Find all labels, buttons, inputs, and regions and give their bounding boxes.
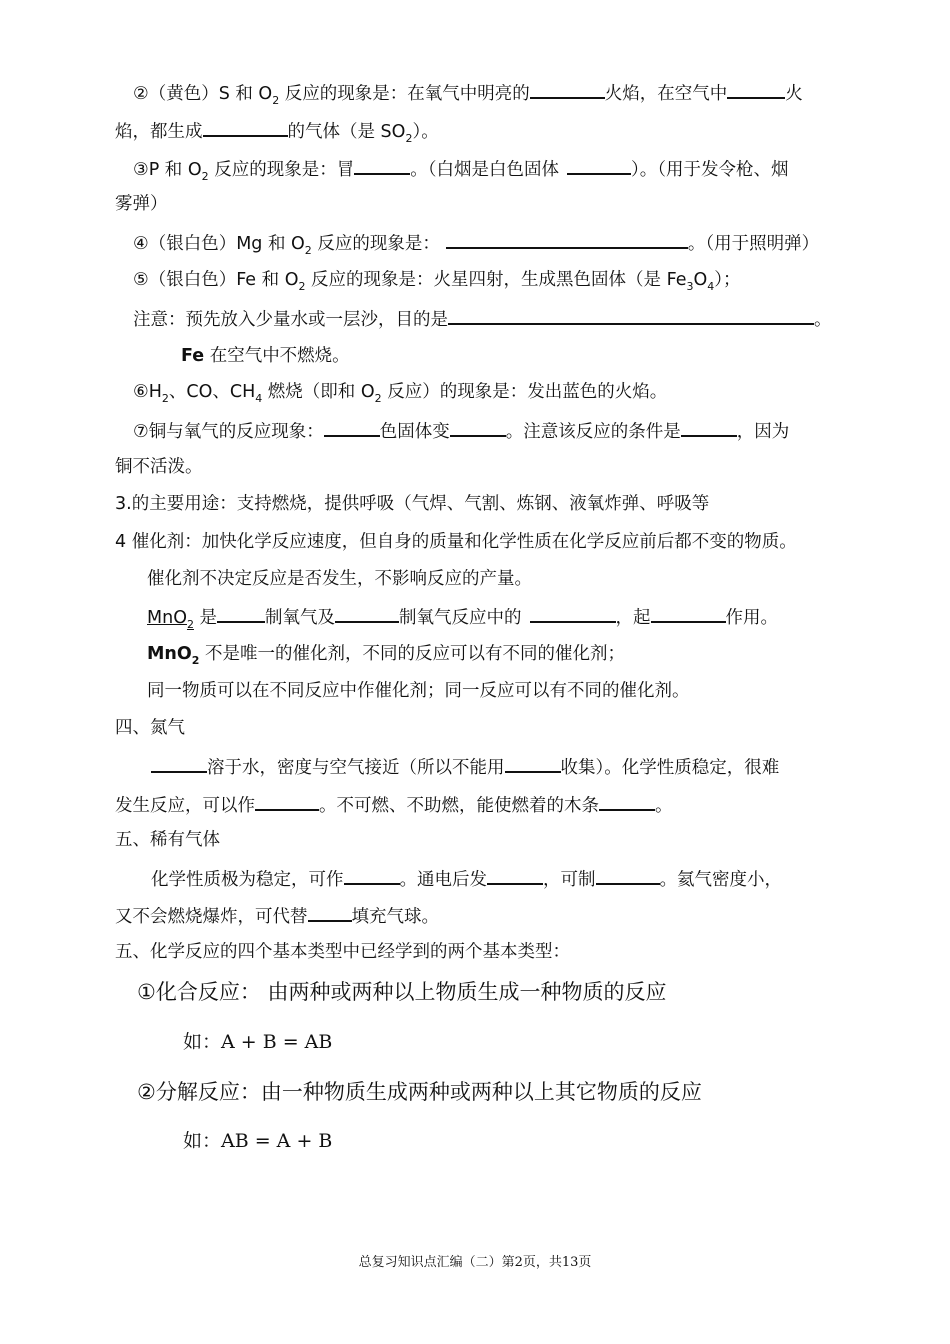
blank[interactable] bbox=[596, 866, 660, 885]
noble-gas-line-2: 又不会燃烧爆炸，可代替 填充气球。 bbox=[115, 903, 439, 929]
blank[interactable] bbox=[335, 604, 399, 623]
combination-reaction: ①化合反应： 由两种或两种以上物质生成一种物质的反应 bbox=[137, 980, 667, 1004]
decomposition-reaction: ②分解反应：由一种物质生成两种或两种以上其它物质的反应 bbox=[137, 1080, 702, 1104]
nitrogen-line-1: 溶于水，密度与空气接近（所以不能用 收集）。化学性质稳定，很难 bbox=[151, 754, 779, 780]
iron-air-note: Fe 在空气中不燃烧。 bbox=[181, 346, 350, 366]
noble-gas-heading: 五、稀有气体 bbox=[115, 830, 220, 850]
noble-gas-line-1: 化学性质极为稳定，可作 。通电后发 ，可制 。氦气密度小， bbox=[151, 866, 782, 892]
catalyst-line-2: 催化剂不决定反应是否发生，不影响反应的产量。 bbox=[147, 569, 532, 589]
catalyst-line-5: 同一物质可以在不同反应中作催化剂；同一反应可以有不同的催化剂。 bbox=[147, 681, 690, 701]
sulfur-line-1: ②（黄色）S 和 $O_2$ 反应的现象是：在氧气中明亮的 火焰，在空气中 火 bbox=[133, 80, 803, 106]
blank[interactable] bbox=[530, 80, 605, 99]
blank[interactable] bbox=[681, 418, 737, 437]
iron-note: 注意：预先放入少量水或一层沙，目的是 。 bbox=[133, 306, 832, 332]
blank[interactable] bbox=[530, 604, 616, 623]
sulfur-line-2: 焰，都生成 的气体（是 $SO_2$）。 bbox=[115, 118, 439, 144]
blank[interactable] bbox=[505, 754, 561, 773]
blank[interactable] bbox=[354, 156, 410, 175]
blank[interactable] bbox=[324, 418, 380, 437]
hydrogen-line: $⑥H_2$、CO、$CH_4$ 燃烧（即和 $O_2$ 反应）的现象是：发出蓝色的火焰。 bbox=[133, 382, 668, 405]
phosphorus-line-2: 雾弹） bbox=[115, 194, 168, 214]
page-footer: 总复习知识点汇编（二）第2页，共13页 bbox=[358, 1255, 592, 1270]
blank[interactable] bbox=[727, 80, 785, 99]
blank[interactable] bbox=[151, 754, 207, 773]
blank[interactable] bbox=[203, 118, 288, 137]
blank[interactable] bbox=[651, 604, 726, 623]
copper-line-2: 铜不活泼。 bbox=[115, 457, 203, 477]
blank[interactable] bbox=[217, 604, 265, 623]
blank[interactable] bbox=[487, 866, 543, 885]
oxygen-uses: 3.的主要用途：支持燃烧，提供呼吸（气焊、气割、炼钢、液氧炸弹、呼吸等 bbox=[115, 494, 710, 514]
reaction-types-heading: 五、化学反应的四个基本类型中已经学到的两个基本类型： bbox=[115, 942, 570, 962]
combination-example: 如：A + B = AB bbox=[183, 1031, 333, 1053]
blank[interactable] bbox=[446, 230, 688, 249]
copper-line-1: ⑦铜与氧气的反应现象： 色固体变 。注意该反应的条件是 ，因为 bbox=[133, 418, 789, 444]
catalyst-title: 4 催化剂：加快化学反应速度，但自身的质量和化学性质在化学反应前后都不变的物质。 bbox=[115, 532, 797, 552]
blank[interactable] bbox=[567, 156, 631, 175]
catalyst-line-4: MnO$_2$ 不是唯一的催化剂，不同的反应可以有不同的催化剂； bbox=[147, 644, 625, 667]
blank[interactable] bbox=[448, 306, 814, 325]
nitrogen-line-2: 发生反应，可以作 。不可燃、不助燃，能使燃着的木条 。 bbox=[115, 792, 673, 818]
blank[interactable] bbox=[450, 418, 506, 437]
blank[interactable] bbox=[599, 792, 655, 811]
nitrogen-heading: 四、氮气 bbox=[115, 718, 185, 738]
blank[interactable] bbox=[344, 866, 400, 885]
iron-line-1: ⑤（银白色）Fe 和 $O_2$ 反应的现象是：火星四射，生成黑色固体（是 $Fe_3O_4$）； bbox=[133, 270, 741, 293]
decomposition-example: 如：AB = A + B bbox=[183, 1130, 333, 1152]
magnesium-line: ④（银白色）Mg 和 $O_2$ 反应的现象是： 。（用于照明弹） bbox=[133, 230, 819, 256]
blank[interactable] bbox=[255, 792, 319, 811]
phosphorus-line-1: ③P 和 $O_2$ 反应的现象是：冒 。（白烟是白色固体 ）。（用于发令枪、烟 bbox=[133, 156, 788, 182]
blank[interactable] bbox=[308, 903, 352, 922]
catalyst-mno2-line: MnO$_2$ 是 制氧气及 制氧气反应中的 ，起 作用。 bbox=[147, 604, 778, 630]
